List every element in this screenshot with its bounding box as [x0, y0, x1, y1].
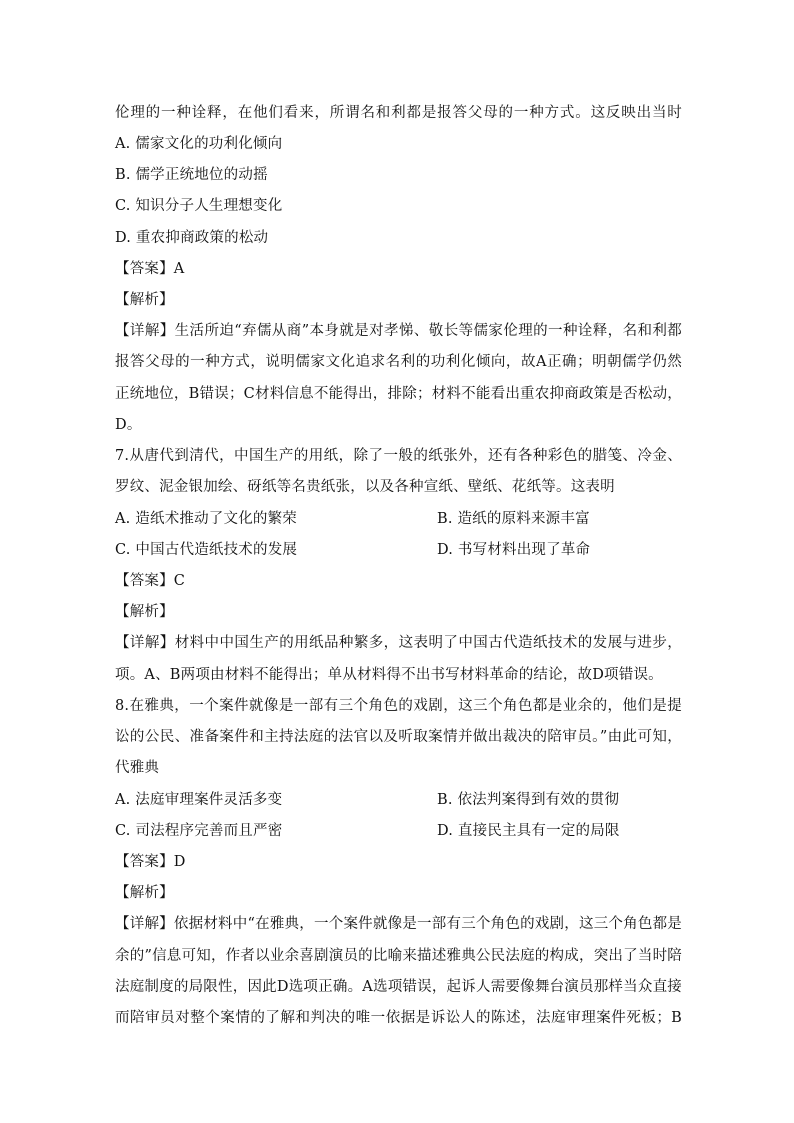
q6-option-d: D. 重农抑商政策的松动: [115, 230, 269, 246]
q8-detail-line-3: 法庭制度的局限性，因此D选项正确。A选项错误，起诉人需要像舞台演员那样当众直接: [115, 979, 682, 995]
q7-detail-line-1: 【详解】材料中中国生产的用纸品种繁多，这表明了中国古代造纸技术的发展与进步，: [115, 635, 682, 651]
q6-stem-tail: 伦理的一种诠释，在他们看来，所谓名和利都是报答父母的一种方式。这反映出当时: [115, 105, 682, 121]
q7-analysis-heading: 【解析】: [115, 604, 174, 620]
q8-stem-line-2: 讼的公民、准备案件和主持法庭的法官以及听取案情并做出裁决的陪审员。”由此可知，: [115, 729, 682, 745]
q6-detail-line-4: D。: [115, 417, 142, 433]
q7-option-d: D. 书写材料出现了革命: [437, 542, 591, 558]
q6-option-b: B. 儒学正统地位的动摇: [115, 167, 268, 183]
q8-answer: 【答案】D: [115, 854, 186, 870]
q8-option-b: B. 依法判案得到有效的贯彻: [437, 792, 620, 808]
q8-detail-line-1: 【详解】依据材料中“在雅典，一个案件就像是一部有三个角色的戏剧，这三个角色都是: [115, 916, 682, 932]
q7-stem-line-2: 罗纹、泥金银加绘、砑纸等名贵纸张，以及各种宣纸、壁纸、花纸等。这表明: [115, 479, 615, 495]
q8-detail-line-4: 而陪审员对整个案情的了解和判决的唯一依据是诉讼人的陈述，法庭审理案件死板；B: [115, 1010, 682, 1026]
q7-stem-line-1: 7.从唐代到清代，中国生产的用纸，除了一般的纸张外，还有各种彩色的腊笺、冷金、: [115, 448, 682, 464]
q6-detail-line-2: 报答父母的一种方式，说明儒家文化追求名利的功利化倾向，故A正确；明朝儒学仍然: [115, 354, 682, 370]
q8-analysis-heading: 【解析】: [115, 885, 174, 901]
q8-option-a: A. 法庭审理案件灵活多变: [115, 792, 283, 808]
q8-option-d: D. 直接民主具有一定的局限: [437, 823, 620, 839]
q7-detail-line-2: 项。A、B两项由材料不能得出；单从材料得不出书写材料革命的结论，故D项错误。: [115, 667, 663, 683]
q8-detail-line-2: 余的”信息可知，作者以业余喜剧演员的比喻来描述雅典公民法庭的构成，突出了当时陪: [115, 948, 682, 964]
q6-detail-line-1: 【详解】生活所迫“弃儒从商”本身就是对孝悌、敬长等儒家伦理的一种诠释，名和利都: [115, 323, 682, 339]
q7-option-c: C. 中国古代造纸技术的发展: [115, 542, 298, 558]
q7-option-a: A. 造纸术推动了文化的繁荣: [115, 511, 297, 527]
q7-answer: 【答案】C: [115, 573, 186, 589]
q6-analysis-heading: 【解析】: [115, 292, 174, 308]
q6-answer: 【答案】A: [115, 261, 185, 277]
q6-option-a: A. 儒家文化的功利化倾向: [115, 136, 283, 152]
q7-option-b: B. 造纸的原料来源丰富: [437, 511, 590, 527]
q8-stem-line-1: 8.在雅典，一个案件就像是一部有三个角色的戏剧，这三个角色都是业余的，他们是提: [115, 698, 682, 714]
q6-detail-line-3: 正统地位，B错误；C材料信息不能得出，排除；材料不能看出重农抑商政策是否松动，: [115, 386, 682, 402]
q8-option-c: C. 司法程序完善而且严密: [115, 823, 283, 839]
q8-stem-line-3: 代雅典: [115, 760, 160, 776]
q6-option-c: C. 知识分子人生理想变化: [115, 198, 283, 214]
